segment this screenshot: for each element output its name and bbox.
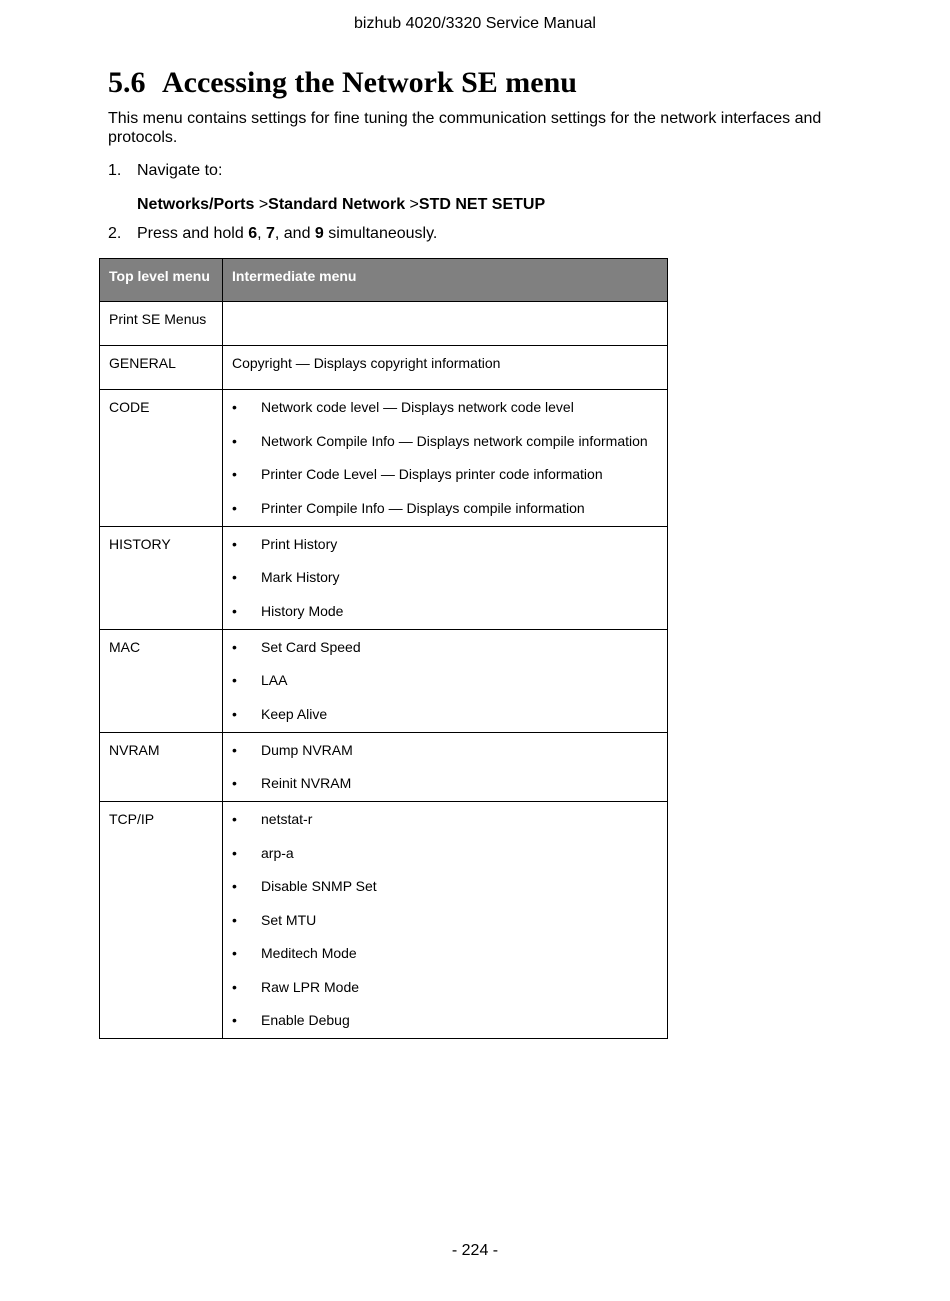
key-6: 6: [248, 225, 258, 242]
key-9: 9: [314, 225, 324, 242]
bullet-icon: •: [232, 911, 237, 928]
step-text-pre: Press and hold: [137, 225, 249, 242]
list-item: [232, 569, 658, 586]
list-item-text: Meditech Mode: [261, 945, 357, 961]
intermediate-menu-cell: [223, 802, 668, 1039]
step-number: 2.: [108, 225, 122, 242]
bullet-icon: •: [232, 705, 237, 722]
intermediate-menu-cell: [223, 732, 668, 802]
page-number: - 224 -: [451, 1242, 499, 1259]
table-header-row: [100, 259, 668, 302]
top-level-menu-cell: GENERAL: [100, 346, 223, 390]
path-separator: >: [254, 196, 269, 213]
bullet-icon: •: [232, 638, 237, 655]
step-number: 1.: [108, 162, 122, 179]
table-body: [100, 302, 668, 1039]
path-part-standard-network: Standard Network: [268, 196, 406, 213]
step-2: [108, 224, 437, 243]
path-separator: >: [405, 196, 419, 213]
step-1: [108, 161, 222, 180]
path-part-std-net-setup: STD NET SETUP: [418, 196, 546, 213]
list-item-text: Raw LPR Mode: [261, 978, 360, 995]
top-level-menu-cell: MAC: [100, 629, 223, 732]
list-item-text: netstat-r: [261, 811, 313, 827]
top-level-menu-cell: TCP/IP: [100, 802, 223, 1039]
intermediate-menu-cell: [223, 526, 668, 629]
section-title: [108, 64, 577, 102]
bullet-icon: •: [232, 399, 237, 415]
column-header-top-level: Top level menu: [100, 259, 223, 302]
intermediate-menu-cell: [223, 302, 668, 346]
bullet-icon: •: [232, 1012, 237, 1028]
step-text-post: simultaneously.: [323, 225, 438, 242]
bullet-icon: •: [232, 432, 237, 449]
list-item: [232, 912, 658, 929]
list-item-text: Disable SNMP Set: [261, 878, 377, 894]
step-text-sep: , and: [274, 225, 315, 242]
intermediate-menu-cell: [223, 629, 668, 732]
list-item-text: Mark History: [261, 569, 340, 585]
intermediate-menu-cell: [223, 390, 668, 527]
list-item: [232, 536, 658, 553]
intermediate-menu-list: [232, 639, 658, 723]
list-item-text: arp-a: [261, 844, 294, 861]
list-item-text: Set MTU: [261, 911, 317, 928]
table-row: [100, 802, 668, 1039]
list-item-text: History Mode: [261, 602, 344, 619]
path-part-networks: Networks/Ports: [137, 196, 255, 213]
bullet-icon: •: [232, 602, 237, 619]
table-row: [100, 526, 668, 629]
bullet-icon: •: [232, 775, 237, 791]
list-item: [232, 466, 658, 483]
list-item: [232, 742, 658, 759]
list-item: [232, 979, 658, 996]
list-item: [232, 672, 658, 689]
table-row: [100, 629, 668, 732]
list-item-text: Enable Debug: [261, 1012, 350, 1028]
bullet-icon: •: [232, 672, 237, 688]
list-item-text: Reinit NVRAM: [261, 775, 352, 791]
column-header-intermediate: Intermediate menu: [223, 259, 668, 302]
bullet-icon: •: [232, 878, 237, 894]
section-number: 5.6: [108, 66, 146, 99]
intermediate-menu-list: [232, 811, 658, 1029]
intermediate-menu-list: [232, 399, 658, 517]
list-item-text: Printer Compile Info — Displays compile information: [261, 499, 585, 516]
list-item-text: Printer Code Level — Displays printer code information: [261, 466, 603, 482]
top-level-menu-cell: CODE: [100, 390, 223, 527]
top-level-menu-cell: HISTORY: [100, 526, 223, 629]
bullet-icon: •: [232, 499, 237, 516]
table-row: [100, 346, 668, 390]
navigation-path: [137, 195, 545, 214]
list-item: [232, 399, 658, 416]
intermediate-menu-cell: Copyright — Displays copyright information: [223, 346, 668, 390]
intermediate-menu-list: [232, 536, 658, 620]
section-title-text: Accessing the Network SE menu: [162, 66, 577, 99]
list-item: [232, 500, 658, 517]
bullet-icon: •: [232, 535, 237, 552]
list-item: [232, 1012, 658, 1029]
list-item: [232, 878, 658, 895]
bullet-icon: •: [232, 569, 237, 585]
list-item: [232, 845, 658, 862]
list-item-text: Set Card Speed: [261, 638, 361, 655]
bullet-icon: •: [232, 844, 237, 861]
table-row: [100, 732, 668, 802]
top-level-menu-cell: Print SE Menus: [100, 302, 223, 346]
bullet-icon: •: [232, 945, 237, 961]
network-se-menu-table: [99, 258, 668, 1039]
step-text-sep: ,: [257, 225, 266, 242]
list-item: [232, 775, 658, 792]
list-item: [232, 706, 658, 723]
list-item: [232, 603, 658, 620]
top-level-menu-cell: NVRAM: [100, 732, 223, 802]
bullet-icon: •: [232, 741, 237, 758]
list-item-text: Keep Alive: [261, 705, 328, 722]
list-item-text: Dump NVRAM: [261, 741, 353, 758]
bullet-icon: •: [232, 978, 237, 995]
list-item: [232, 433, 658, 450]
intermediate-menu-list: [232, 742, 658, 793]
table-row: [100, 390, 668, 527]
step-text: Navigate to:: [137, 162, 223, 179]
bullet-icon: •: [232, 466, 237, 482]
list-item: [232, 639, 658, 656]
list-item-text: Print History: [261, 535, 338, 552]
intro-paragraph: This menu contains settings for fine tuning the communication settings for the network interfaces and protocols.: [108, 110, 822, 146]
list-item-text: LAA: [261, 672, 288, 688]
list-item: [232, 811, 658, 828]
key-7: 7: [265, 225, 275, 242]
running-header: bizhub 4020/3320 Service Manual: [354, 15, 596, 32]
list-item: [232, 945, 658, 962]
table-row: [100, 302, 668, 346]
bullet-icon: •: [232, 811, 237, 827]
list-item-text: Network code level — Displays network code level: [261, 399, 574, 415]
list-item-text: Network Compile Info — Displays network compile information: [261, 432, 648, 449]
